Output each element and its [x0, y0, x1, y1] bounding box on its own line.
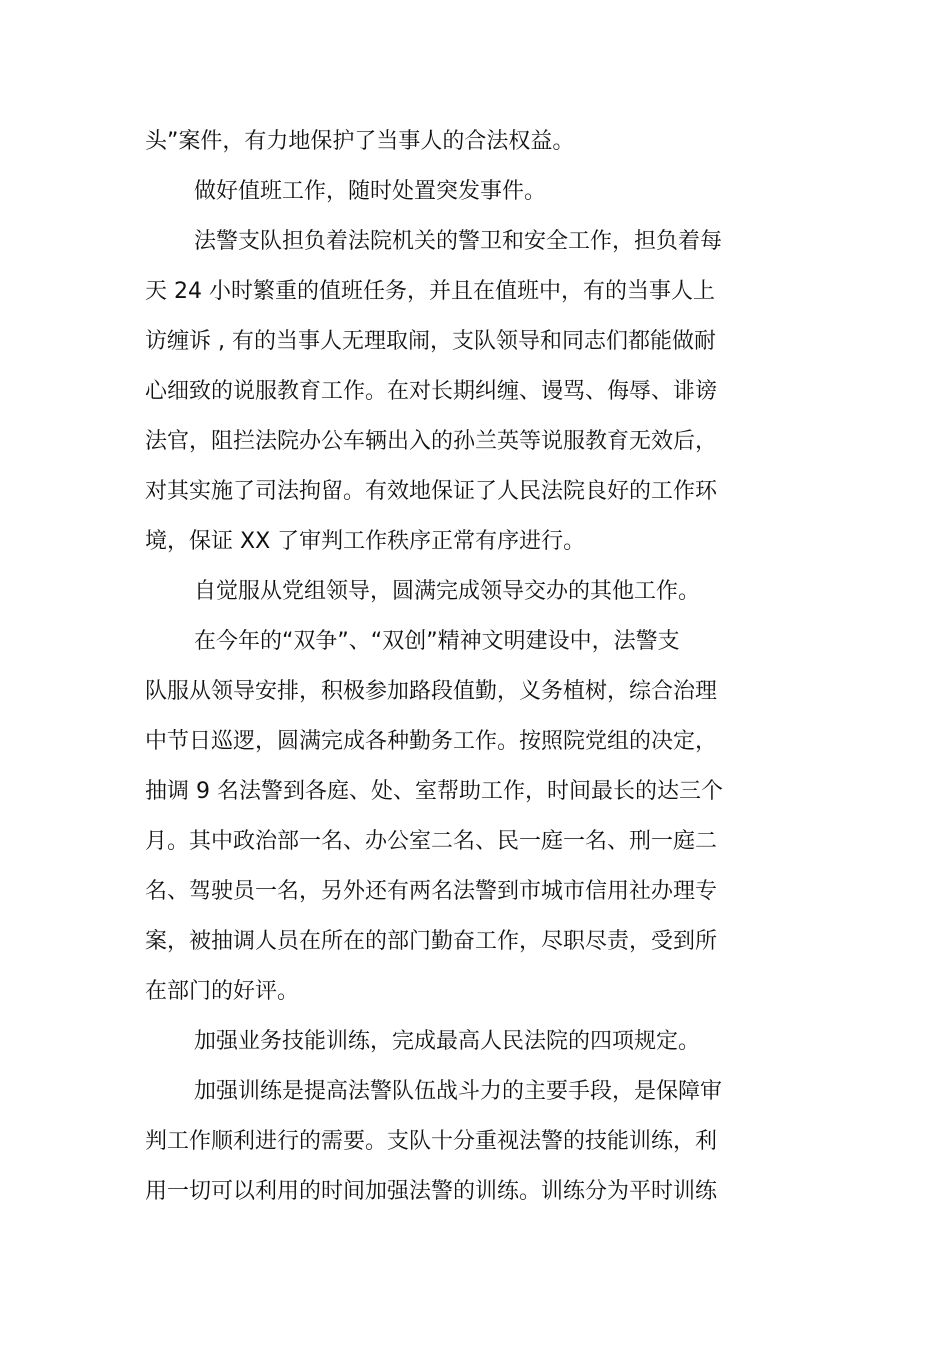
text-line: 访缠诉 , 有的当事人无理取闹，支队领导和同志们都能做耐 — [145, 329, 716, 354]
text-line: 法官，阻拦法院办公车辆出入的孙兰英等说服教育无效后， — [145, 429, 718, 454]
text-line: 在部门的好评。 — [145, 979, 300, 1004]
text-line: 用一切可以利用的时间加强法警的训练。训练分为平时训练 — [145, 1179, 718, 1204]
section-heading: 加强业务技能训练，完成最高人民法院的四项规定。 — [194, 1029, 701, 1054]
text-line: 月。其中政治部一名、办公室二名、民一庭一名、刑一庭二 — [145, 829, 718, 854]
text-line: 名、驾驶员一名，另外还有两名法警到市城市信用社办理专 — [145, 879, 718, 904]
text-line: 判工作顺利进行的需要。支队十分重视法警的技能训练，利 — [145, 1129, 718, 1154]
text-line: 队服从领导安排，积极参加路段值勤，义务植树，综合治理 — [145, 679, 718, 704]
paragraph-start: 在今年的“双争”、“双创”精神文明建设中，法警支 — [194, 629, 680, 654]
section-heading: 做好值班工作，随时处置突发事件。 — [194, 179, 547, 204]
text-line: 案，被抽调人员在所在的部门勤奋工作，尽职尽责，受到所 — [145, 929, 718, 954]
text-line: 抽调 9 名法警到各庭、处、室帮助工作，时间最长的达三个 — [145, 779, 723, 804]
text-line: 境，保证 XX 了审判工作秩序正常有序进行。 — [145, 529, 586, 554]
text-line: 天 24 小时繁重的值班任务，并且在值班中，有的当事人上 — [145, 279, 715, 304]
text-line: 对其实施了司法拘留。有效地保证了人民法院良好的工作环 — [145, 479, 718, 504]
text-line: 中节日巡逻，圆满完成各种勤务工作。按照院党组的决定， — [145, 729, 718, 754]
paragraph-start: 加强训练是提高法警队伍战斗力的主要手段，是保障审 — [194, 1079, 723, 1104]
section-heading: 自觉服从党组领导，圆满完成领导交办的其他工作。 — [194, 579, 701, 604]
text-line: 心细致的说服教育工作。在对长期纠缠、谩骂、侮辱、诽谤 — [145, 379, 718, 404]
document-body — [145, 117, 750, 1217]
text-line: 头”案件，有力地保护了当事人的合法权益。 — [145, 129, 575, 154]
paragraph-start: 法警支队担负着法院机关的警卫和安全工作，担负着每 — [194, 229, 723, 254]
